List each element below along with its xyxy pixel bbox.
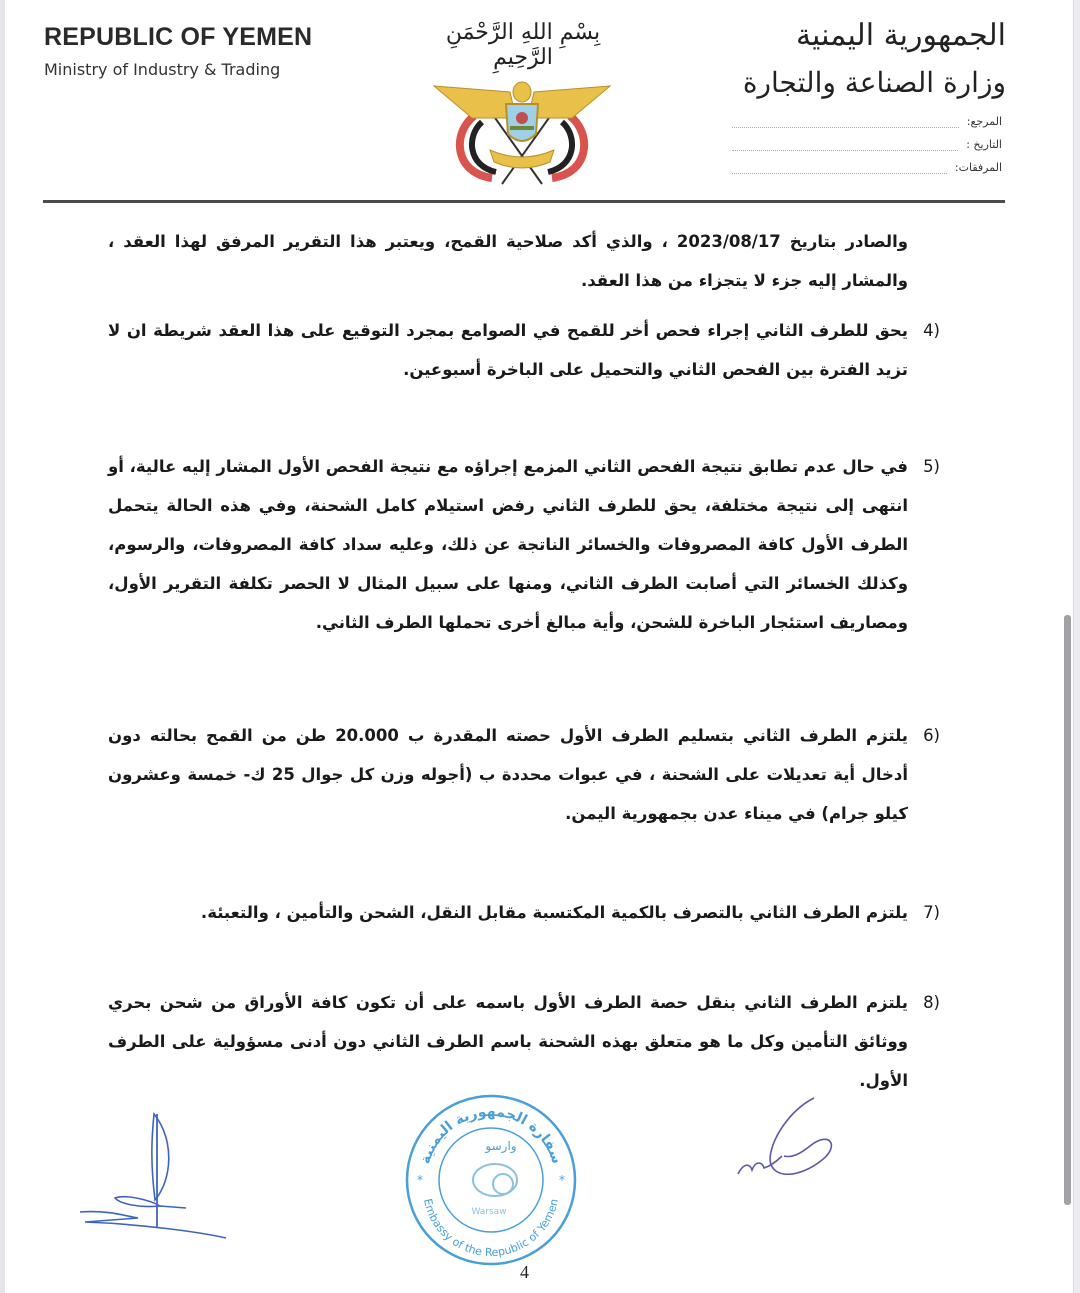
- stamp-arabic-text: سفارة الجمهورية اليمنية: [417, 1103, 565, 1166]
- attachments-label: المرفقات:: [954, 161, 1002, 174]
- signature-first-party-icon: [730, 1090, 860, 1180]
- clause-6: [108, 716, 940, 833]
- date-value-line: [732, 138, 958, 151]
- continuation-paragraph: والصادر بتاريخ 2023/08/17 ، والذي أكد صلاحية القمح، ويعتبر هذا التقرير المرفق لهذا العقد ، والمشار إليه جزء لا يتجزاء من هذا العقد.: [108, 232, 908, 290]
- scrollbar-track[interactable]: [1073, 0, 1080, 1293]
- clause-7: [108, 893, 940, 932]
- english-country-title: REPUBLIC OF YEMEN: [44, 23, 313, 51]
- clause-number: 6): [923, 726, 940, 745]
- stamp-city-ar: وارسو: [485, 1139, 517, 1153]
- attachments-value-line: [732, 161, 947, 174]
- clause-8: [108, 983, 940, 1100]
- clause-text: يحق للطرف الثاني إجراء فحص أخر للقمح في الصوامع بمجرد التوقيع على هذا العقد شريطة ان لا تزيد الفترة بين الفحص الثاني والتحميل على الباخرة أسبوعين.: [108, 321, 908, 379]
- clause-text: يلتزم الطرف الثاني بنقل حصة الطرف الأول باسمه على أن تكون كافة الأوراق من شحن بحري ووثائق التأمين وكل ما هو متعلق بهذه الشحنة باسم الطرف الثاني دون أدنى مسؤولية على الطرف الأول.: [108, 993, 908, 1090]
- clause-text: يلتزم الطرف الثاني بالتصرف بالكمية المكتسبة مقابل النقل، الشحن والتأمين ، والتعبئة.: [200, 903, 908, 922]
- clause-number: 7): [923, 903, 940, 922]
- header-divider: [43, 200, 1005, 203]
- arabic-country-title: الجمهورية اليمنية: [795, 18, 1006, 53]
- signature-second-party-icon: [80, 1100, 280, 1250]
- reference-field: [732, 110, 1002, 128]
- arabic-ministry-name: وزارة الصناعة والتجارة: [742, 66, 1006, 99]
- clause-text: في حال عدم تطابق نتيجة الفحص الثاني المزمع إجراؤه مع نتيجة الفحص الأول المشار إليه عالية، أو انتهى إلى نتيجة مختلفة، يحق للطرف الثاني رفض استيلام كامل الشحنة، وفي هذه الحالة يتحمل الطرف الأول كافة المصروفات والخسائر الناتجة عن ذلك، وعليه سداد كافة المصروفات، والرسوم، وكذلك الخسائر التي أصابت الطرف الثاني، ومنها على سبيل المثال لا الحصر تكلفة التقرير الأول، ومصاريف استئجار الباخرة للشحن، وأية مبالغ أخرى تحملها الطرف الثاني.: [107, 457, 908, 632]
- reference-value-line: [732, 115, 959, 128]
- clause-5: [107, 447, 940, 642]
- svg-text:*: *: [417, 1173, 423, 1187]
- viewer-left-edge: [0, 0, 5, 1293]
- stamp-english-text: Embassy of the Republic of Yemen: [420, 1197, 562, 1260]
- clause-number: 5): [923, 457, 940, 476]
- svg-text:*: *: [559, 1173, 565, 1187]
- attachments-field: [732, 156, 1002, 174]
- date-field: [732, 133, 1002, 151]
- stamp-city-en: Warsaw: [471, 1207, 507, 1217]
- clause-number: 4): [923, 321, 940, 340]
- clause-4: [108, 311, 940, 389]
- page-number: 4: [520, 1262, 529, 1282]
- clause-number: 8): [923, 993, 940, 1012]
- embassy-stamp-icon: [403, 1092, 579, 1268]
- clause-text: يلتزم الطرف الثاني بتسليم الطرف الأول حصته المقدرة ب 20.000 طن من القمح بحالته دون أدخال أية تعديلات على الشحنة ، في عبوات محددة ب (أجوله وزن كل جوال 25 ك- خمسة وعشرون كيلو جرام) في ميناء عدن بجمهورية اليمن.: [108, 726, 909, 823]
- yemen-emblem-icon: [432, 78, 612, 188]
- date-label: التاريخ :: [966, 138, 1002, 151]
- english-ministry-name: Ministry of Industry & Trading: [44, 60, 281, 79]
- reference-label: المرجع:: [966, 115, 1002, 128]
- basmala: بِسْمِ اللهِ الرَّحْمَنِ الرَّحِيمِ: [445, 20, 601, 70]
- scrollbar-thumb[interactable]: [1064, 615, 1071, 1205]
